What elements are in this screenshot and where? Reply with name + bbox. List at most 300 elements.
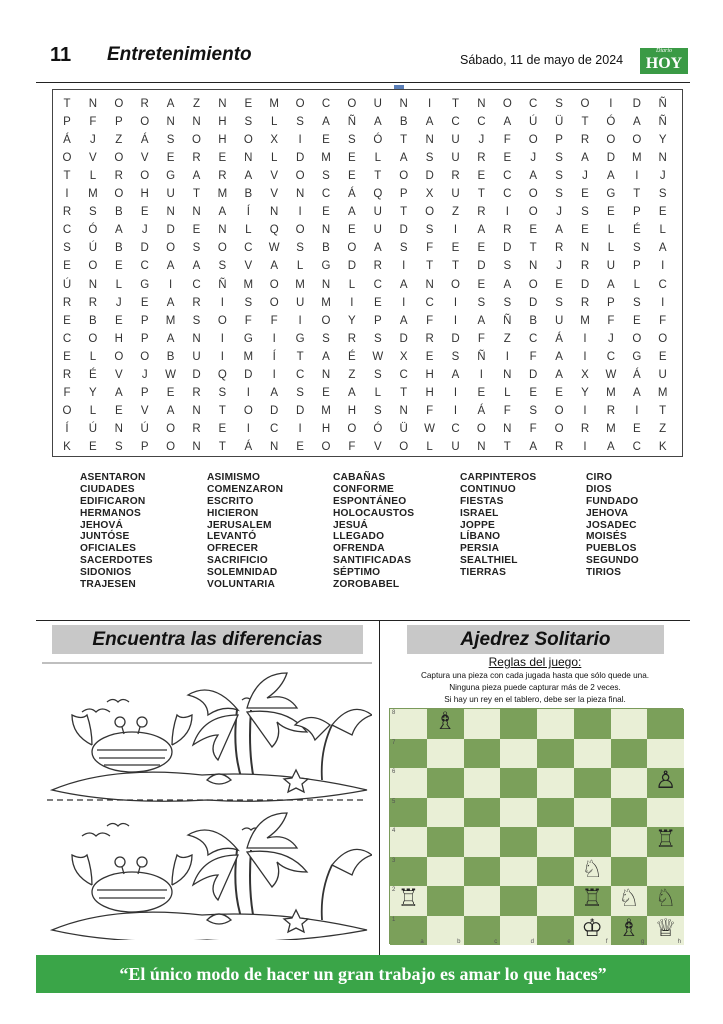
word-search-letter: Á <box>63 134 71 147</box>
rank-label: 8 <box>392 710 396 716</box>
word-search-letter: Ó <box>88 224 98 237</box>
word-search-letter: O <box>166 242 176 255</box>
word-search-letter: D <box>580 278 590 291</box>
word-search-letter: T <box>63 170 71 183</box>
word-search-letter: Z <box>115 134 123 147</box>
word-search-letter: C <box>632 440 641 453</box>
word-search-letter: L <box>633 278 640 291</box>
chess-square <box>500 857 537 887</box>
word-search-letter: P <box>140 440 149 453</box>
word-search-letter: R <box>140 98 149 110</box>
chess-piece-knight-icon: ♘ <box>618 884 640 912</box>
word-search-letter: J <box>478 134 485 147</box>
word-list-column <box>460 472 587 579</box>
word-search-letter: P <box>140 332 149 345</box>
word-search-letter: O <box>88 260 98 273</box>
word-search-letter: U <box>451 152 460 165</box>
word-search-letter: O <box>243 404 253 417</box>
word-search-letter: T <box>400 206 408 219</box>
word-search-letter: E <box>658 206 667 219</box>
chess-square <box>647 739 684 769</box>
chess-square <box>427 886 464 916</box>
word-search-letter: D <box>140 242 149 255</box>
word-search-letter: S <box>244 296 253 309</box>
word-list-item: CABAÑAS <box>333 472 386 483</box>
chess-rule-1: Captura una pieza con cada jugada hasta que sólo quede una. <box>420 671 650 680</box>
word-search-letter: D <box>632 98 641 110</box>
word-search-letter: O <box>347 422 357 435</box>
word-search-letter: É <box>348 350 356 363</box>
word-search-letter: M <box>580 314 590 327</box>
word-search-letter: O <box>295 224 305 237</box>
word-search-letter: C <box>451 116 460 129</box>
word-list-item: HICIERON <box>207 507 259 519</box>
word-search-row <box>53 257 682 275</box>
chess-square <box>500 798 537 828</box>
word-search-letter: I <box>453 296 458 309</box>
word-list-item: MOISÉS <box>586 531 627 543</box>
word-search-letter: P <box>140 386 149 399</box>
word-search-letter: Á <box>244 440 253 453</box>
word-search-letter: B <box>399 116 408 129</box>
word-search-letter: I <box>479 368 483 381</box>
chess-square <box>427 857 464 887</box>
word-search-letter: Ñ <box>658 98 667 110</box>
word-search-letter: A <box>114 386 123 399</box>
word-search-letter: F <box>244 314 252 327</box>
word-search-letter: M <box>165 314 176 327</box>
word-search-letter: Á <box>555 332 563 345</box>
chess-piece-bishop-icon: ♗ <box>434 707 456 735</box>
word-search-letter: I <box>298 314 302 327</box>
rank-label: 5 <box>392 798 396 805</box>
word-search-letter: U <box>451 188 460 201</box>
word-search-letter: J <box>141 224 148 237</box>
chess-square <box>611 768 648 798</box>
word-search-letter: D <box>244 368 253 381</box>
word-list-item: PUEBLOS <box>586 543 637 555</box>
word-search-letter: Z <box>659 422 667 435</box>
word-search-letter: Q <box>373 188 383 201</box>
word-search-letter: Ü <box>554 116 564 129</box>
word-search-letter: T <box>374 170 382 183</box>
word-search-letter: E <box>477 386 486 399</box>
word-search-letter: O <box>140 350 150 363</box>
publication-date: Sábado, 11 de mayo de 2024 <box>460 53 624 67</box>
chess-square <box>574 827 611 857</box>
word-search-letter: R <box>192 152 201 165</box>
word-list-item: CARPINTEROS <box>460 472 537 483</box>
word-search-letter: E <box>607 206 615 219</box>
chess-square <box>500 709 537 739</box>
word-search-letter: P <box>140 314 149 327</box>
word-search-letter: N <box>321 368 331 381</box>
word-search-letter: A <box>166 296 175 309</box>
word-search-letter: O <box>269 278 279 291</box>
word-search-letter: A <box>114 224 123 237</box>
word-search-letter: N <box>425 278 434 291</box>
word-search-letter: Í <box>246 206 250 219</box>
word-search-letter: B <box>114 242 123 255</box>
word-search-letter: J <box>659 170 666 183</box>
word-search-letter: R <box>580 260 590 273</box>
word-search-letter: L <box>607 224 615 237</box>
word-search-letter: A <box>607 170 615 183</box>
word-list-item: SÉPTIMO <box>333 567 381 579</box>
word-search-letter: I <box>350 296 354 309</box>
word-search-letter: J <box>556 206 562 219</box>
word-search-letter: X <box>270 134 279 147</box>
word-search-letter: C <box>192 278 201 291</box>
word-list-item: SANTIFICADAS <box>333 555 412 567</box>
word-search-letter: S <box>296 386 304 399</box>
word-search-letter: C <box>321 188 331 201</box>
word-search-letter: M <box>321 296 331 309</box>
chess-square <box>537 768 574 798</box>
page-header <box>0 0 723 90</box>
word-search-letter: D <box>503 242 512 255</box>
word-search-letter: A <box>244 170 253 183</box>
word-search-letter: O <box>502 98 512 110</box>
word-search-letter: E <box>114 404 123 417</box>
word-search-letter: I <box>453 314 458 327</box>
word-search-letter: E <box>192 224 201 237</box>
word-list-item: ASENTARON <box>80 472 146 483</box>
word-search-letter: R <box>580 134 590 147</box>
word-search-letter: I <box>220 350 224 363</box>
word-list-column <box>586 472 713 579</box>
chess-board <box>389 708 683 944</box>
word-list-item: COMENZARON <box>207 483 284 495</box>
word-search-letter: A <box>218 206 227 219</box>
word-search-letter: E <box>63 314 71 327</box>
word-search-letter: A <box>555 368 563 381</box>
word-search-letter: F <box>529 422 537 435</box>
file-label: c <box>494 939 498 945</box>
word-search-letter: L <box>374 386 381 399</box>
rank-label: 3 <box>392 857 396 864</box>
chess-piece-pawn-icon: ♙ <box>654 766 677 794</box>
word-search-letter: V <box>373 440 382 453</box>
word-search-letter: E <box>477 242 486 255</box>
word-search-row <box>53 149 682 167</box>
word-search-letter: U <box>554 314 564 327</box>
word-search-word-list <box>80 472 680 597</box>
word-search-letter: J <box>582 170 588 183</box>
word-list-item: ESPONTÁNEO <box>333 495 407 507</box>
differences-illustration <box>42 660 372 940</box>
word-search-letter: S <box>114 440 123 453</box>
word-search-letter: U <box>373 224 382 237</box>
word-list-item: OFRECER <box>207 543 259 555</box>
word-search-letter: D <box>451 332 460 345</box>
word-search-letter: Y <box>658 134 667 147</box>
word-search-letter: R <box>218 170 227 183</box>
chess-square <box>537 739 574 769</box>
word-search-letter: R <box>347 332 357 345</box>
word-search-letter: T <box>581 116 589 129</box>
chess-square <box>390 739 427 769</box>
word-search-letter: M <box>632 152 642 165</box>
word-list-item: LLEGADO <box>333 531 385 543</box>
word-search-letter: S <box>555 152 563 165</box>
word-search-letter: O <box>166 440 176 453</box>
word-search-letter: P <box>632 206 641 219</box>
word-search-letter: A <box>632 116 641 129</box>
word-search-letter: U <box>451 440 460 453</box>
word-list-item: CIUDADES <box>80 483 135 495</box>
word-search-letter: L <box>607 242 615 255</box>
word-search-letter: G <box>632 350 642 363</box>
word-search-letter: I <box>402 260 406 273</box>
word-search-letter: C <box>425 296 434 309</box>
word-search-letter: I <box>246 386 250 399</box>
word-search-letter: T <box>218 404 226 417</box>
chess-piece-queen-icon: ♕ <box>654 913 677 942</box>
word-search-letter: Q <box>269 224 279 237</box>
word-search-letter: R <box>554 440 564 453</box>
word-search-letter: C <box>270 422 279 435</box>
word-search-letter: O <box>62 404 72 417</box>
word-search-letter: R <box>451 170 460 183</box>
word-search-letter: A <box>270 386 279 399</box>
word-search-letter: F <box>348 440 356 453</box>
word-list-item: JEHOVA <box>586 507 629 519</box>
word-search-letter: E <box>63 260 71 273</box>
word-search-letter: I <box>583 440 587 453</box>
word-search-letter: S <box>632 296 641 309</box>
word-search-letter: I <box>453 404 458 417</box>
word-search-row <box>53 366 682 384</box>
word-search-letter: T <box>296 350 304 363</box>
word-search-letter: Z <box>192 98 201 110</box>
word-search-letter: I <box>65 188 69 201</box>
word-search-letter: M <box>88 188 98 201</box>
chess-rule-3: Si hay un rey en el tablero, debe ser la pieza final. <box>444 695 626 704</box>
word-search-letter: I <box>402 296 406 309</box>
word-search-letter: N <box>270 440 279 453</box>
word-search-letter: S <box>244 116 253 129</box>
word-search-letter: E <box>244 98 253 110</box>
word-search-letter: O <box>528 134 538 147</box>
rank-label: 2 <box>392 887 396 893</box>
chess-square <box>390 827 427 857</box>
word-search-letter: E <box>63 350 71 363</box>
crab-claw <box>72 715 92 745</box>
word-search-letter: A <box>166 404 175 417</box>
word-search-letter: N <box>166 206 175 219</box>
word-search-letter: E <box>218 152 227 165</box>
word-search-letter: Ñ <box>477 350 486 363</box>
word-search-letter: N <box>192 116 201 129</box>
word-search-letter: L <box>89 170 97 183</box>
word-search-letter: E <box>632 314 641 327</box>
word-search-letter: B <box>114 206 123 219</box>
chess-square <box>464 768 501 798</box>
word-search-letter: S <box>166 134 175 147</box>
word-list-item: HERMANOS <box>80 507 142 519</box>
word-search-letter: É <box>632 224 641 237</box>
word-search-letter: S <box>373 368 382 381</box>
chess-square <box>427 768 464 798</box>
word-search-letter: E <box>114 314 123 327</box>
word-search-letter: O <box>347 98 357 110</box>
word-search-letter: E <box>477 170 486 183</box>
chess-square <box>464 798 501 828</box>
chess-square <box>500 827 537 857</box>
word-search-letter: A <box>348 206 356 219</box>
word-search-letter: X <box>399 350 408 363</box>
word-list-item: HOLOCAUSTOS <box>333 507 415 519</box>
word-search-letter: P <box>555 134 563 147</box>
chess-square <box>390 857 427 887</box>
word-search-letter: N <box>477 98 486 110</box>
word-search-letter: H <box>425 368 434 381</box>
word-search-letter: E <box>581 188 589 201</box>
word-search-letter: T <box>529 242 537 255</box>
word-search-letter: M <box>321 404 331 417</box>
word-search-letter: E <box>658 350 667 363</box>
word-search-letter: E <box>555 386 563 399</box>
word-search-letter: C <box>62 332 72 345</box>
word-search-letter: G <box>243 332 253 345</box>
word-search-letter: G <box>166 170 176 183</box>
section-title: Entretenimiento <box>107 44 252 65</box>
chess-square <box>537 886 574 916</box>
chess-square <box>427 916 464 946</box>
logo-small-text: Diario <box>655 48 672 54</box>
word-search-letter: S <box>555 296 563 309</box>
word-search-letter: O <box>62 152 72 165</box>
logo-main-text: HOY <box>645 55 683 72</box>
word-search-letter: Ñ <box>218 278 227 291</box>
word-search-letter: S <box>503 260 512 273</box>
word-search-letter: Á <box>632 368 641 381</box>
word-search-letter: C <box>373 278 382 291</box>
word-search-letter: C <box>477 116 486 129</box>
chess-rules-title: Reglas del juego: <box>488 655 582 669</box>
word-search-letter: F <box>426 404 434 417</box>
word-search-letter: O <box>269 296 279 309</box>
word-search-letter: O <box>295 98 305 110</box>
word-search-letter: S <box>555 170 563 183</box>
word-search-letter: H <box>218 116 227 129</box>
word-search-letter: F <box>63 386 71 399</box>
word-search-letter: A <box>322 116 330 129</box>
word-list-item: SACERDOTES <box>80 555 153 567</box>
word-search-letter: T <box>63 98 71 110</box>
word-search-letter: S <box>503 296 512 309</box>
word-search-letter: B <box>322 242 330 255</box>
word-search-letter: S <box>322 170 330 183</box>
word-search-letter: O <box>554 422 564 435</box>
chess-square <box>500 916 537 946</box>
word-search-letter: A <box>607 278 615 291</box>
word-search-letter: L <box>89 350 97 363</box>
word-list-item: CONTINUO <box>460 483 516 495</box>
word-search-letter: O <box>528 206 538 219</box>
word-search-letter: O <box>399 170 409 183</box>
word-search-letter: L <box>348 278 356 291</box>
word-search-letter: I <box>635 170 639 183</box>
file-label: f <box>605 939 608 945</box>
word-search-letter: P <box>632 260 641 273</box>
crab-body <box>92 732 172 772</box>
word-search-letter: Y <box>581 386 589 399</box>
word-search-letter: Ü <box>399 422 408 435</box>
word-search-letter: N <box>270 206 279 219</box>
word-search-letter: Ó <box>373 422 383 435</box>
word-search-letter: U <box>166 188 175 201</box>
word-search-letter: D <box>399 224 408 237</box>
word-search-letter: D <box>166 224 175 237</box>
word-search-letter: G <box>606 188 616 201</box>
word-search-letter: J <box>556 260 562 273</box>
bird-icon <box>82 709 110 712</box>
word-search-letter: H <box>114 332 123 345</box>
word-search-letter: L <box>374 152 381 165</box>
word-search-letter: I <box>505 350 509 363</box>
word-search-letter: I <box>427 98 432 110</box>
word-search-letter: Q <box>217 368 227 381</box>
file-label: d <box>530 939 534 945</box>
word-search-letter: R <box>192 296 201 309</box>
word-search-letter: I <box>505 206 509 219</box>
word-search-letter: Á <box>477 404 486 417</box>
word-search-letter: N <box>295 188 305 201</box>
word-search-letter: E <box>348 224 356 237</box>
word-search-letter: Ñ <box>347 116 357 129</box>
word-list-item: TIRIOS <box>586 567 622 579</box>
word-search-letter: E <box>451 242 460 255</box>
chess-square <box>574 709 611 739</box>
word-search-letter: O <box>451 278 460 291</box>
word-search-letter: J <box>115 296 122 309</box>
word-search-letter: F <box>426 242 434 255</box>
word-search-letter: I <box>246 422 250 435</box>
word-search-row <box>53 348 682 366</box>
word-search-letter: P <box>114 116 123 129</box>
word-search-row <box>53 95 682 113</box>
word-search-letter: N <box>399 98 408 110</box>
word-search-letter: I <box>635 404 639 417</box>
word-search-letter: J <box>608 332 614 345</box>
word-search-letter: E <box>218 422 227 435</box>
word-list-item: JESUÁ <box>333 519 368 531</box>
word-search-letter: S <box>296 116 304 129</box>
word-search-letter: L <box>89 404 97 417</box>
word-search-row <box>53 294 682 312</box>
word-search-letter: Z <box>503 332 511 345</box>
word-search-letter: M <box>657 386 668 399</box>
chess-square <box>611 857 648 887</box>
word-search-letter: I <box>583 350 587 363</box>
word-search-letter: E <box>140 206 149 219</box>
word-list-item: EDIFICARON <box>80 495 146 507</box>
word-search-letter: U <box>606 260 616 273</box>
word-list-item: DIOS <box>586 483 612 495</box>
word-search-letter: W <box>424 422 436 435</box>
word-search-letter: F <box>89 116 97 129</box>
word-search-letter: A <box>166 98 175 110</box>
word-search-letter: I <box>661 260 665 273</box>
word-search-letter: I <box>298 422 302 435</box>
word-search-letter: S <box>529 404 538 417</box>
word-search-row <box>53 203 682 221</box>
word-search-letter: O <box>140 170 150 183</box>
word-search-letter: O <box>114 188 124 201</box>
chess-square <box>574 798 611 828</box>
